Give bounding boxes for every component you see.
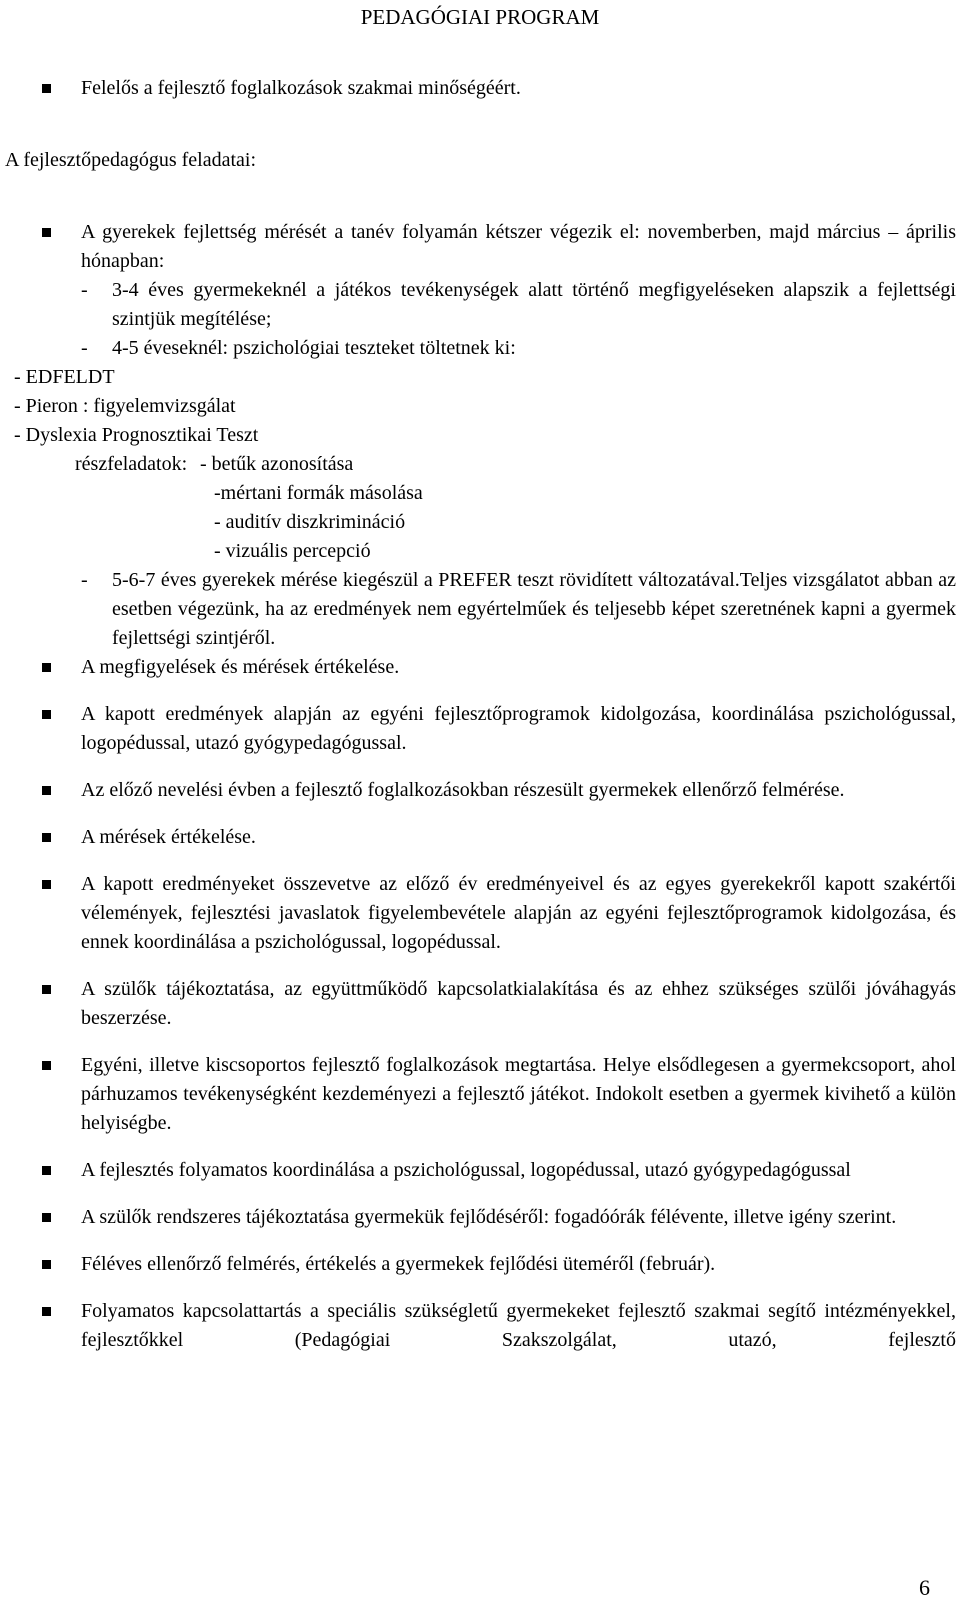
- intro-bullet: [5, 74, 956, 103]
- test-item: - Pieron : figyelemvizsgálat: [14, 395, 236, 417]
- bullet-item: A kapott eredmények alapján az egyéni fejlesztőprogramok kidolgozása, koordinálása pszichológussal, logopédussal, utazó gyógypedagógussal.: [5, 700, 956, 758]
- section-heading: A fejlesztőpedagógus feladatai:: [5, 149, 257, 171]
- test-item: - Dyslexia Prognosztikai Teszt: [14, 424, 259, 446]
- bullet-item: A megfigyelések és mérések értékelése.: [5, 653, 956, 682]
- measurement-bullet: [5, 218, 956, 363]
- square-bullet-icon: [42, 985, 51, 994]
- square-bullet-icon: [42, 663, 51, 672]
- bullet-item: A szülők rendszeres tájékoztatása gyermekük fejlődéséről: fogadóórák félévente, illetve igény szerint.: [5, 1203, 956, 1232]
- square-bullet-icon: [42, 1260, 51, 1269]
- intro-bullet-text: Felelős a fejlesztő foglalkozások szakmai minőségéért.: [81, 77, 521, 99]
- bullet-item: A mérések értékelése.: [5, 823, 956, 852]
- measurement-sublist: [81, 276, 956, 363]
- measurement-lead: A gyerekek fejlettség mérését a tanév folyamán kétszer végezik el: novemberben, majd március – április hónapban:: [81, 221, 956, 272]
- measurement-item: - 3-4 éves gyermekeknél a játékos tevékenységek alatt történő megfigyeléseken alapszik a fejlettségi szintjük megítélése;: [81, 279, 956, 330]
- measurement-item: - 4-5 éveseknél: pszichológiai teszteket töltetnek ki:: [81, 337, 516, 359]
- bullet-item: Folyamatos kapcsolattartás a speciális szükségletű gyermekeket fejlesztő szakmai segítő intézményekkel, fejlesztőkkel (Pedagógiai Szakszolgálat, utazó, fejlesztő: [5, 1297, 956, 1355]
- measurement-item-567: - 5-6-7 éves gyerekek mérése kiegészül a PREFER teszt rövidített változatával.Teljes vizsgálatot abban az esetben végezünk, ha az eredmények nem egyértelműek és teljesebb képet szeretnének kapni a gyermek fejlettségi szintjéről.: [81, 569, 956, 649]
- square-bullet-icon: [42, 84, 51, 93]
- square-bullet-icon: [42, 833, 51, 842]
- document-body: [5, 74, 956, 1355]
- subtask-item: -mértani formák másolása: [214, 482, 423, 504]
- bullet-item: A fejlesztés folyamatos koordinálása a pszichológussal, logopédussal, utazó gyógypedagógussal: [5, 1156, 956, 1185]
- bullet-item: A szülők tájékoztatása, az együttműködő kapcsolatkialakítása és az ehhez szükséges szülői jóváhagyás beszerzése.: [5, 975, 956, 1033]
- page-header: PEDAGÓGIAI PROGRAM: [360, 5, 600, 29]
- square-bullet-icon: [42, 880, 51, 889]
- square-bullet-icon: [42, 786, 51, 795]
- square-bullet-icon: [42, 710, 51, 719]
- subtasks-label: részfeladatok:: [75, 453, 188, 475]
- page-number: 6: [919, 1575, 930, 1600]
- bullet-item: Féléves ellenőrző felmérés, értékelés a gyermekek fejlődési üteméről (február).: [5, 1250, 956, 1279]
- subtask-item: - betűk azonosítása: [200, 453, 354, 475]
- square-bullet-icon: [42, 1307, 51, 1316]
- test-item: - EDFELDT: [14, 366, 115, 388]
- bullet-item: Egyéni, illetve kiscsoportos fejlesztő foglalkozások megtartása. Helye elsődlegesen a gyermekcsoport, ahol párhuzamos tevékenységként kezdeményezi a fejlesztő játékot. Indokolt esetben a gyermek kivihető a külön helyiségbe.: [5, 1051, 956, 1138]
- bullet-item: Az előző nevelési évben a fejlesztő foglalkozásokban részesült gyermekek ellenőrző felmérése.: [5, 776, 956, 805]
- square-bullet-icon: [42, 1213, 51, 1222]
- square-bullet-icon: [42, 1166, 51, 1175]
- subtask-item: - vizuális percepció: [214, 540, 371, 562]
- square-bullet-icon: [42, 228, 51, 237]
- subtask-item: - auditív diszkrimináció: [214, 511, 406, 533]
- bullet-item: A kapott eredményeket összevetve az előző év eredményeivel és az egyes gyerekekről kapott szakértői vélemények, fejlesztési javaslatok figyelembevétele alapján az egyéni fejlesztőprogramok kidolgozása, és ennek koordinálása a pszichológussal, logopédussal.: [5, 870, 956, 957]
- square-bullet-icon: [42, 1061, 51, 1070]
